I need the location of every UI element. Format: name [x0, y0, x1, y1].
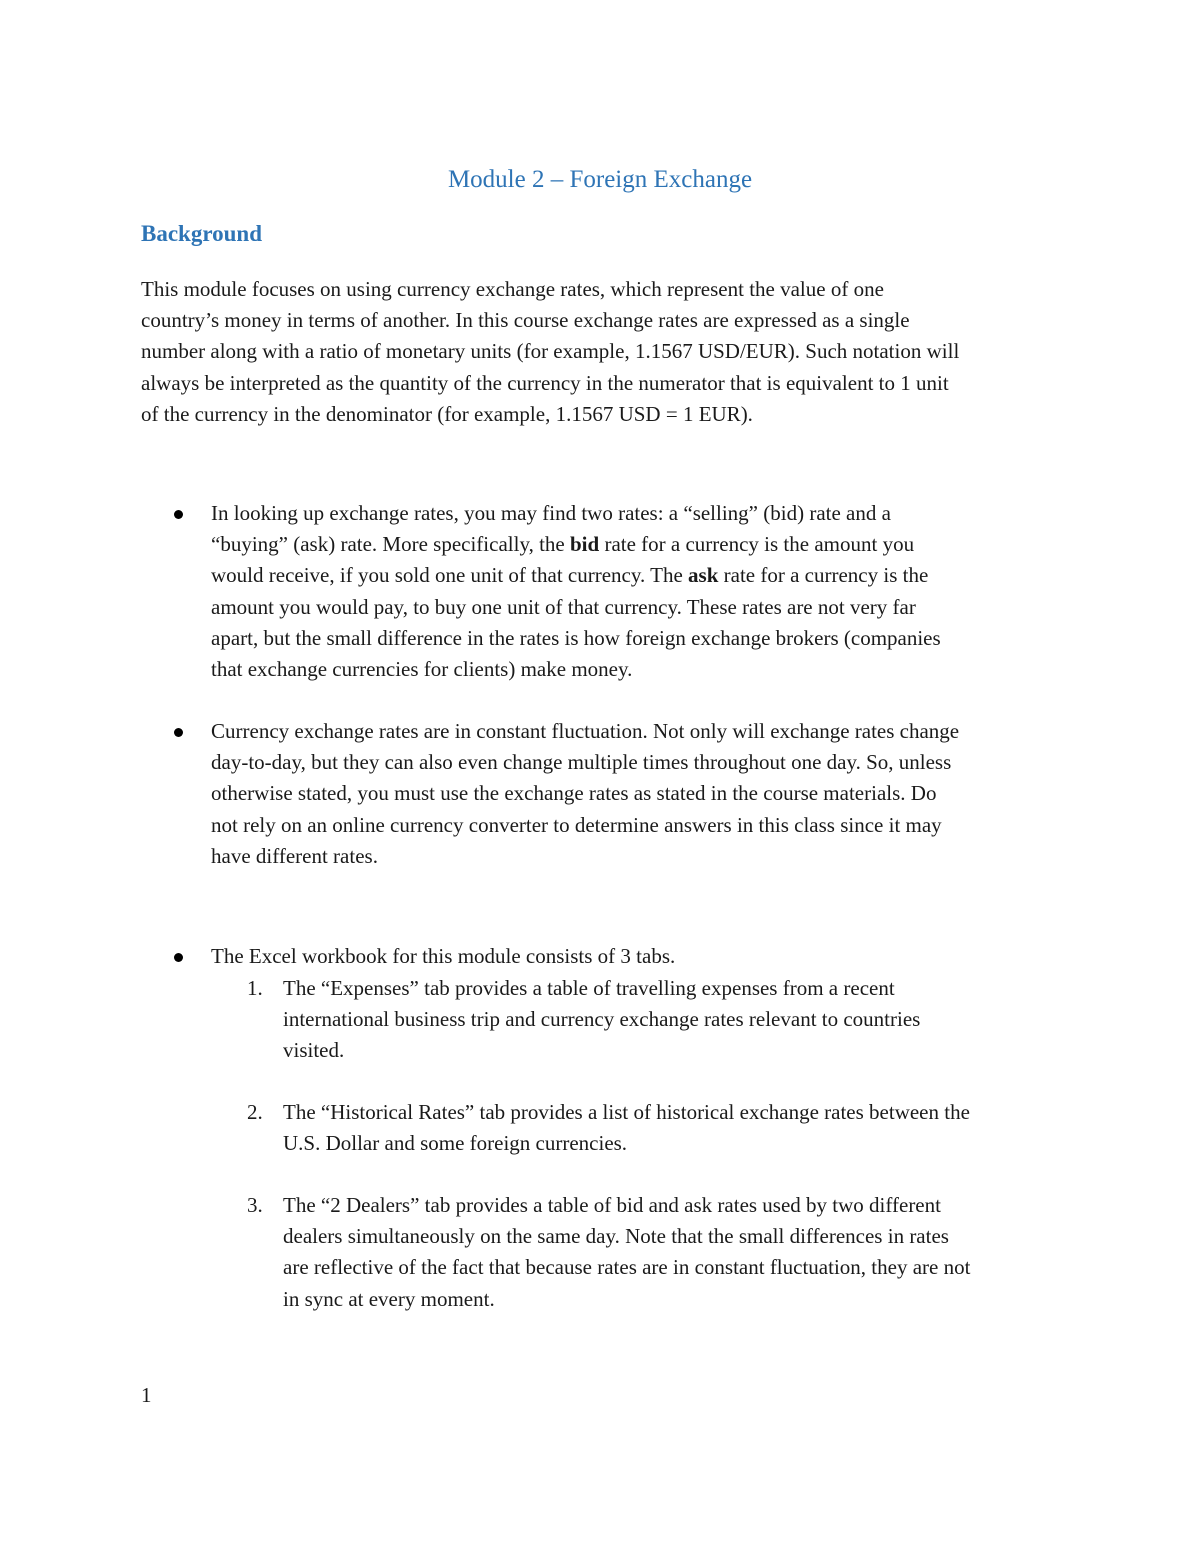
intro-line: always be interpreted as the quantity of the currency in the numerator that is equivalent to 1 unit	[141, 370, 949, 395]
bullet-item-workbook	[211, 941, 1071, 972]
numbered-item-expenses	[247, 973, 1073, 1067]
bullet-line	[211, 560, 1071, 591]
bold-term-bid: bid	[570, 532, 600, 557]
bullet-line: amount you would pay, to buy one unit of that currency. These rates are not very far	[211, 594, 916, 619]
list-line: visited.	[283, 1038, 345, 1063]
bullet-dot-icon	[174, 728, 183, 737]
bullet-line: apart, but the small difference in the rates is how foreign exchange brokers (companies	[211, 625, 941, 650]
intro-line: number along with a ratio of monetary units (for example, 1.1567 USD/EUR). Such notation will	[141, 339, 960, 364]
bullet-item-bid-ask	[211, 498, 1071, 685]
bullet-line: day-to-day, but they can also even change multiple times throughout one day. So, unless	[211, 750, 952, 775]
numbered-item-historical-rates	[247, 1097, 1073, 1159]
bullet-line: have different rates.	[211, 843, 378, 868]
list-line: U.S. Dollar and some foreign currencies.	[283, 1131, 628, 1156]
text-run: rate for a currency is the amount you	[599, 532, 915, 557]
list-line: The “Historical Rates” tab provides a list of historical exchange rates between the	[283, 1100, 970, 1124]
bullet-line: that exchange currencies for clients) make money.	[211, 657, 633, 682]
intro-line: This module focuses on using currency exchange rates, which represent the value of one	[141, 277, 884, 301]
page-number: 1	[141, 1383, 152, 1407]
list-line: are reflective of the fact that because rates are in constant fluctuation, they are not	[283, 1255, 971, 1280]
list-line: dealers simultaneously on the same day. Note that the small differences in rates	[283, 1224, 949, 1249]
list-line: The “2 Dealers” tab provides a table of bid and ask rates used by two different	[283, 1193, 941, 1217]
text-run: would receive, if you sold one unit of that currency. The	[211, 563, 689, 588]
intro-line: of the currency in the denominator (for example, 1.1567 USD = 1 EUR).	[141, 401, 753, 426]
bold-term-ask: ask	[688, 563, 719, 588]
bullet-line: The Excel workbook for this module consists of 3 tabs.	[211, 944, 676, 968]
list-number: 1.	[247, 976, 263, 1000]
bullet-line: otherwise stated, you must use the exchange rates as stated in the course materials. Do	[211, 781, 937, 806]
numbered-item-2-dealers	[247, 1190, 1073, 1315]
page-title: Module 2 – Foreign Exchange	[447, 166, 753, 193]
bullet-line: In looking up exchange rates, you may find two rates: a “selling” (bid) rate and a	[211, 501, 891, 525]
list-number: 2.	[247, 1100, 263, 1124]
bullet-line	[211, 529, 1071, 560]
text-run: “buying” (ask) rate. More specifically, the	[211, 532, 570, 557]
bullet-dot-icon	[174, 953, 183, 962]
intro-line: country’s money in terms of another. In this course exchange rates are expressed as a single	[141, 308, 910, 333]
bullet-line: not rely on an online currency converter to determine answers in this class since it may	[211, 812, 942, 837]
bullet-line: Currency exchange rates are in constant fluctuation. Not only will exchange rates change	[211, 719, 960, 743]
list-line: in sync at every moment.	[283, 1286, 495, 1311]
text-run: rate for a currency is the	[718, 563, 929, 588]
list-line: The “Expenses” tab provides a table of travelling expenses from a recent	[283, 976, 895, 1000]
list-line: international business trip and currency exchange rates relevant to countries	[283, 1007, 921, 1032]
section-heading: Background	[141, 221, 263, 246]
bullet-item-fluctuation	[211, 716, 1071, 872]
bullet-dot-icon	[174, 510, 183, 519]
list-number: 3.	[247, 1193, 263, 1217]
intro-paragraph	[141, 274, 1071, 430]
